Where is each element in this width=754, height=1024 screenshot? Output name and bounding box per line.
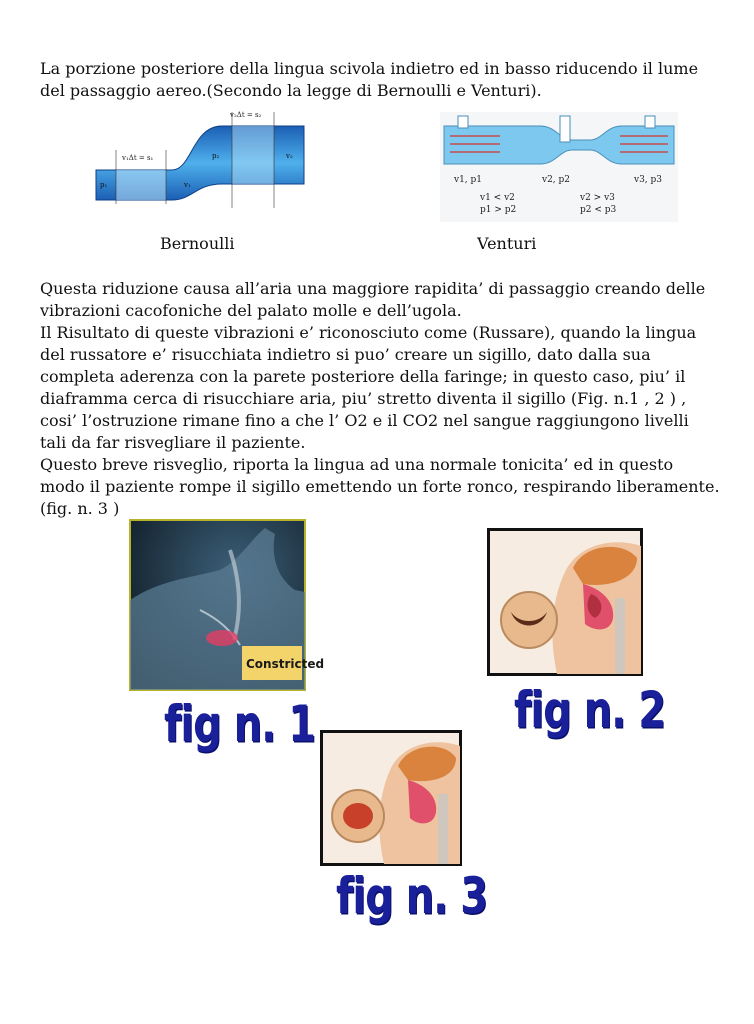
fig2-label: fig n. 2 <box>514 682 666 740</box>
body-text <box>40 278 720 520</box>
venturi-relation: p2 < p3 <box>580 205 617 215</box>
paragraph: Questa riduzione causa all’aria una maggiore rapidita’ di passaggio creando delle vibrazioni cacofoniche del palato molle e dell’ugola. <box>40 279 706 320</box>
venturi-label: v3, p3 <box>634 175 663 185</box>
bernoulli-label: v₁Δt = s₁ <box>122 154 154 162</box>
bernoulli-label: v₁ <box>184 181 191 189</box>
paragraph: Il Risultato di queste vibrazioni e’ riconosciuto come (Russare), quando la lingua del russatore e’ risucchiata indietro si puo’ creare un sigillo, dato dalla sua completa aderenza con la parete posteriore della faringe; in questo caso, piu’ il diaframma cerca di risucchiare aria, piu’ stretto diventa il sigillo (Fig. n.1 , 2 ) , cosi’ l’ostruzione rimane fino a che l’ O2 e il CO2 nel sangue raggiungono livelli tali da far risvegliare il paziente. <box>40 323 697 452</box>
venturi-label: v1, p1 <box>454 175 483 185</box>
fig2-image <box>487 528 643 676</box>
bernoulli-label: p₁ <box>100 181 108 189</box>
fig3-image <box>320 730 462 866</box>
venturi-relation: v2 > v3 <box>580 193 615 203</box>
fig1-image <box>130 520 325 690</box>
venturi-diagram <box>440 112 678 222</box>
caption-venturi: Venturi <box>477 234 537 253</box>
bernoulli-label: v₂Δt = s₂ <box>230 111 262 119</box>
venturi-relation: v1 < v2 <box>480 193 515 203</box>
bernoulli-label: v₂ <box>286 152 293 160</box>
intro-paragraph: La porzione posteriore della lingua scivola indietro ed in basso riducendo il lume del passaggio aereo.(Secondo la legge di Bernoulli e Venturi). <box>40 59 699 100</box>
fig3-label: fig n. 3 <box>336 868 488 926</box>
bernoulli-label: p₂ <box>212 152 220 160</box>
bernoulli-diagram <box>92 108 308 212</box>
fig1-label: fig n. 1 <box>164 696 316 754</box>
constricted-badge: Constricted <box>246 657 325 671</box>
venturi-relation: p1 > p2 <box>480 205 517 215</box>
venturi-label: v2, p2 <box>542 175 571 185</box>
paragraph: Questo breve risveglio, riporta la lingua ad una normale tonicita’ ed in questo modo il paziente rompe il sigillo emettendo un forte ronco, respirando liberamente. (fig. n. 3 ) <box>40 455 720 518</box>
caption-bernoulli: Bernoulli <box>160 234 235 253</box>
